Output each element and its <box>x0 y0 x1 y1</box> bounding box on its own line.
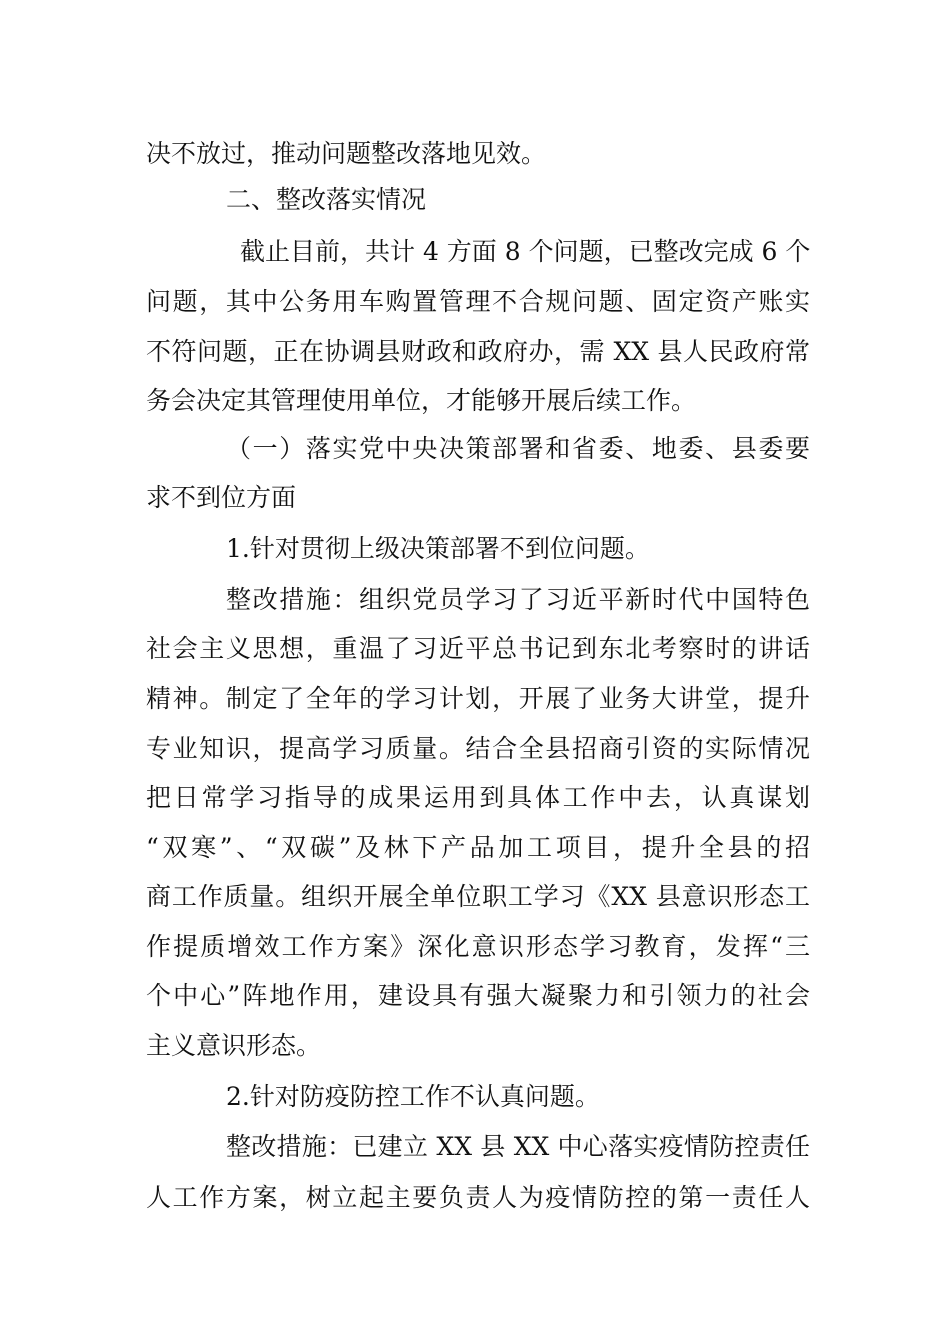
text-line: 不符问题，正在协调县财政和政府办，需 XX 县人民政府常 <box>146 337 810 366</box>
text-line: 主义意识形态。 <box>146 1031 322 1060</box>
subsection-heading: 求不到位方面 <box>146 483 297 512</box>
text-line: 决不放过，推动问题整改落地见效。 <box>146 139 547 168</box>
text-line: “双寒”、“双碳”及林下产品加工项目，提升全县的招 <box>146 833 810 862</box>
text-line: 社会主义思想，重温了习近平总书记到东北考察时的讲话 <box>146 634 810 663</box>
text-line: 务会决定其管理使用单位，才能够开展后续工作。 <box>146 386 697 415</box>
text-line: 人工作方案，树立起主要负责人为疫情防控的第一责任人 <box>146 1183 810 1212</box>
text-line: 问题，其中公务用车购置管理不合规问题、固定资产账实 <box>146 287 810 316</box>
text-line: 作提质增效工作方案》深化意识形态学习教育，发挥“三 <box>146 932 810 961</box>
text-line: 截止目前，共计 4 方面 8 个问题，已整改完成 6 个 <box>240 237 811 266</box>
item-heading: 2.针对防疫防控工作不认真问题。 <box>226 1082 600 1111</box>
text-line: 个中心”阵地作用，建设具有强大凝聚力和引领力的社会 <box>146 981 810 1010</box>
text-line: 整改措施：已建立 XX 县 XX 中心落实疫情防控责任 <box>226 1132 810 1161</box>
text-line: 精神。制定了全年的学习计划，开展了业务大讲堂，提升 <box>146 684 810 713</box>
text-line: 整改措施：组织党员学习了习近平新时代中国特色 <box>226 585 810 614</box>
item-heading: 1.针对贯彻上级决策部署不到位问题。 <box>226 534 650 563</box>
section-heading: 二、整改落实情况 <box>226 185 427 214</box>
subsection-heading: （一）落实党中央决策部署和省委、地委、县委要 <box>226 434 810 463</box>
text-line: 把日常学习指导的成果运用到具体工作中去，认真谋划 <box>146 783 810 812</box>
text-line: 专业知识，提高学习质量。结合全县招商引资的实际情况 <box>146 734 810 763</box>
text-line: 商工作质量。组织开展全单位职工学习《XX 县意识形态工 <box>146 882 810 911</box>
